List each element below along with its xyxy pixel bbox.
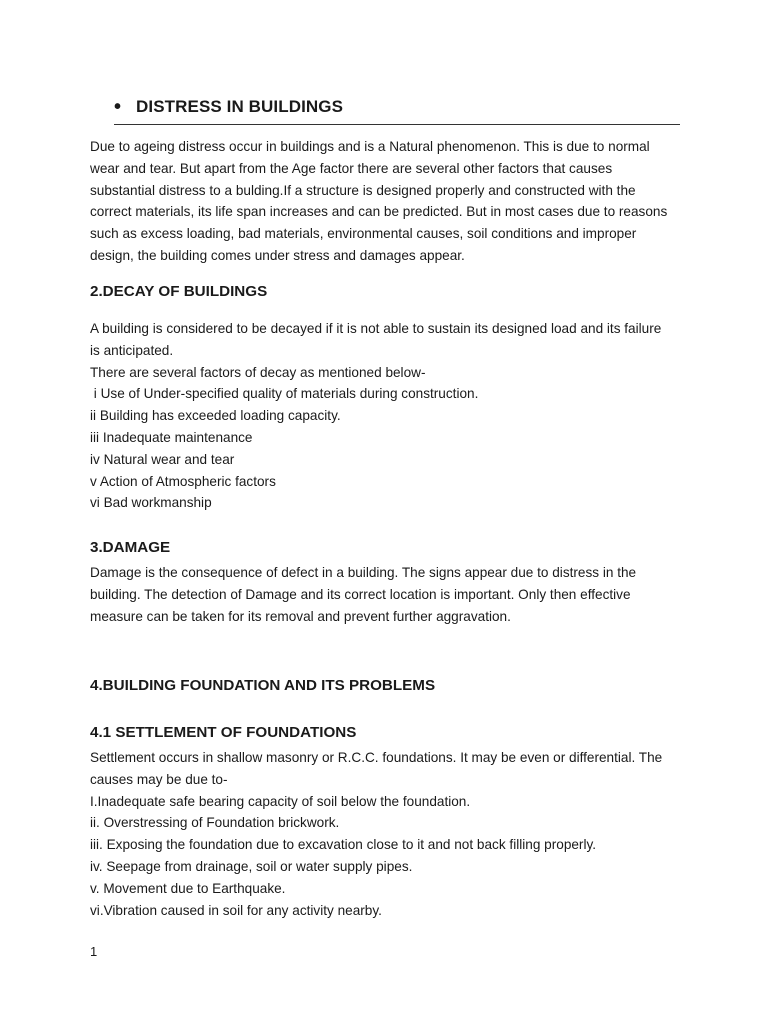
text-line: building. The detection of Damage and its correct location is important. Only then effective [90,586,631,602]
damage-body [90,562,690,627]
section-heading-settlement: 4.1 SETTLEMENT OF FOUNDATIONS [90,724,357,741]
list-item: ii Building has exceeded loading capacity. [90,408,341,424]
text-line: substantial distress to a bulding.If a structure is designed properly and constructed with the [90,182,636,198]
section-heading-damage: 3.DAMAGE [90,539,171,556]
list-item: v. Movement due to Earthquake. [90,880,286,896]
text-line: A building is considered to be decayed if it is not able to sustain its designed load and its failure [90,321,662,336]
decay-body [90,318,690,514]
list-item: iii Inadequate maintenance [90,429,253,445]
settlement-section [90,722,690,744]
text-line: correct materials, its life span increases and can be predicted. But in most cases due to reasons [90,204,668,220]
settlement-body [90,747,690,921]
list-item: vi.Vibration caused in soil for any activity nearby. [90,902,382,918]
text-line: such as excess loading, bad materials, environmental causes, soil conditions and improper [90,226,637,242]
text-line: Settlement occurs in shallow masonry or R.C.C. foundations. It may be even or differential. The [90,750,663,765]
text-line: causes may be due to- [90,771,228,787]
list-item: i Use of Under-specified quality of materials during construction. [90,386,479,402]
title-row [114,94,680,125]
page-title: DISTRESS IN BUILDINGS [136,97,344,116]
list-item: I.Inadequate safe bearing capacity of soil below the foundation. [90,793,471,809]
list-item: vi Bad workmanship [90,495,212,511]
list-item: iv. Seepage from drainage, soil or water supply pipes. [90,858,413,874]
text-line: design, the building comes under stress and damages appear. [90,247,465,263]
list-item: iv Natural wear and tear [90,451,235,467]
damage-section [90,537,690,559]
text-line: measure can be taken for its removal and prevent further aggravation. [90,608,511,624]
section-heading-foundation: 4.BUILDING FOUNDATION AND ITS PROBLEMS [90,677,436,694]
text-line: is anticipated. [90,342,174,358]
list-item: v Action of Atmospheric factors [90,473,276,489]
decay-section [90,281,690,303]
page-number: 1 [90,944,98,959]
intro-paragraph [90,136,690,267]
text-line: wear and tear. But apart from the Age factor there are several other factors that causes [90,160,613,176]
title-bullet: • [114,96,122,118]
foundation-section [90,675,690,697]
text-line: Due to ageing distress occur in buildings and is a Natural phenomenon. This is due to normal [90,139,650,154]
list-item: ii. Overstressing of Foundation brickwork. [90,815,340,831]
text-line: There are several factors of decay as mentioned below- [90,364,426,380]
text-line: Damage is the consequence of defect in a building. The signs appear due to distress in the [90,565,637,580]
section-heading-decay: 2.DECAY OF BUILDINGS [90,283,268,300]
list-item: iii. Exposing the foundation due to excavation close to it and not back filling properly. [90,837,597,853]
